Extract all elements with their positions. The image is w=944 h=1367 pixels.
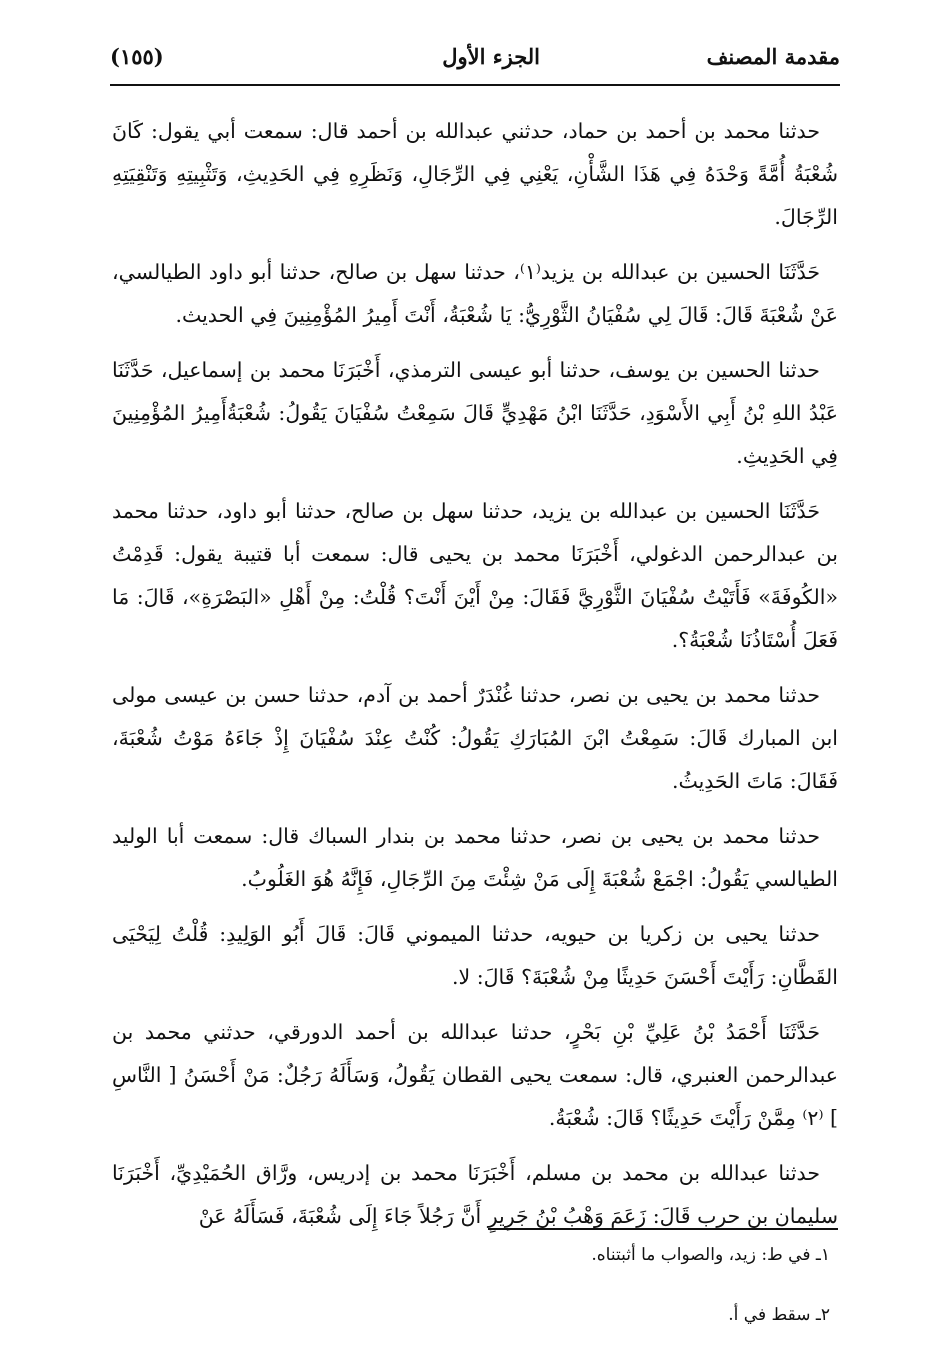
footnotes [112, 1242, 830, 1328]
paragraph: حدثنا محمد بن يحيى بن نصر، حدثنا محمد بن بندار السباك قال: سمعت أبا الوليد الطيالسي يَقُولُ: اجْمَعْ شُعْبَةَ إِلَى مَنْ شِئْتَ مِنَ الرِّجَالِ، فَإِنَّهُ هُوَ الغَلُوبُ. [112, 824, 838, 891]
paragraph: حَدَّثَنَا الحسين بن عبدالله بن يزيد، حدثنا سهل بن صالح، حدثنا أبو داود، حدثنا محمد بن عبدالرحمن الدغولي، أَخْبَرَنَا محمد بن يحيى قال: سمعت أبا قتيبة يقول: قَدِمْتُ «الكُوفَةَ» فَأَتَيْتُ سُفْيَانَ الثَّوْرِيَّ فَقَالَ: مِنْ أَيْنَ أَنْتَ؟ قُلْتُ: مِنْ أَهْلِ «البَصْرَةِ»، قَالَ: مَا فَعَلَ أُسْتَاذُنَا شُعْبَةُ؟. [112, 499, 838, 652]
paragraph: حدثنا محمد بن يحيى بن نصر، حدثنا غُنْدَرٌ أحمد بن آدم، حدثنا حسن بن عيسى مولى ابن المبارك قَالَ: سَمِعْتُ ابْنَ المُبَارَكِ يَقُولُ: كُنْتُ عِنْدَ سُفْيَانَ إِذْ جَاءَهُ مَوْتُ شُعْبَةَ، فَقَالَ: مَاتَ الحَدِيثُ. [112, 683, 838, 793]
paragraph: حدثنا يحيى بن زكريا بن حيويه، حدثنا الميموني قَالَ: قَالَ أَبُو الوَلِيدِ: قُلْتُ لِيَحْيَى القَطَّانِ: رَأَيْتَ أَحْسَنَ حَدِيثًا مِنْ شُعْبَةَ؟ قَالَ: لا. [112, 922, 838, 989]
paragraph: حَدَّثَنَا الحسين بن عبدالله بن يزيد⁽١⁾، حدثنا سهل بن صالح، حدثنا أبو داود الطيالسي، عَنْ شُعْبَةَ قَالَ: قَالَ لِي سُفْيَانُ الثَّوْرِيُّ: يَا شُعْبَةُ، أَنْتَ أَمِيرُ المُؤْمِنِينَ فِي الحديث. [112, 260, 838, 327]
paragraph: حَدَّثَنَا أَحْمَدُ بْنُ عَلِيِّ بْنِ بَحْرٍ، حدثنا عبدالله بن أحمد الدورقي، حدثني محمد بن عبدالرحمن العنبري، قال: سمعت يحيى القطان يَقُولُ، وَسَأَلَهُ رَجُلٌ: مَنْ أَحْسَنُ [ النَّاسِ ] ⁽٢⁾ مِمَّنْ رَأَيْتَ حَدِيثًا؟ قَالَ: شُعْبَةُ. [112, 1020, 838, 1130]
running-header [110, 40, 840, 86]
footnote: ٢ـ سقط في أ. [728, 1305, 830, 1325]
paragraph: حدثنا الحسين بن يوسف، حدثنا أبو عيسى الترمذي، أَخْبَرَنَا محمد بن إسماعيل، حَدَّثَنَا عَبْدُ اللهِ بْنُ أَبِي الأَسْوَدِ، حَدَّثَنَا ابْنُ مَهْدِيٍّ قَالَ سَمِعْتُ سُفْيَانَ يَقُولُ: شُعْبَةُأَمِيرُ المُؤْمِنِينَ فِي الحَدِيثِ. [112, 358, 838, 468]
paragraph: حدثنا محمد بن أحمد بن حماد، حدثني عبدالله بن أحمد قال: سمعت أبي يقول: كَانَ شُعْبَةُ أُمَّةً وَحْدَهُ فِي هَذَا الشَّأْنِ، يَعْنِي فِي الرِّجَالِ، وَنَظَرِهِ فِي الحَدِيثِ، وَتَثْبِيتِهِ وَتَنْقِيَتِهِ الرِّجَالَ. [112, 119, 838, 229]
page-number: (١٥٥) [110, 44, 164, 69]
paragraph: حدثنا عبدالله بن محمد بن مسلم، أَخْبَرَنَا محمد بن إدريس، ورَّاق الحُمَيْدِيِّ، أَخْبَرَنَا سليمان بن حرب قَالَ: زَعَمَ وَهْبُ بْنُ جَرِيرٍ أَنَّ رَجُلاً جَاءَ إِلَى شُعْبَةَ، فَسَأَلَهُ عَنْ [112, 1161, 838, 1228]
chapter-title: مقدمة المصنف [706, 44, 840, 69]
volume-title: الجزء الأول [442, 44, 540, 69]
footnote-divider [488, 1228, 838, 1230]
main-text [112, 110, 838, 1250]
footnote: ١ـ في ط: زيد، والصواب ما أثبتناه. [591, 1245, 830, 1265]
